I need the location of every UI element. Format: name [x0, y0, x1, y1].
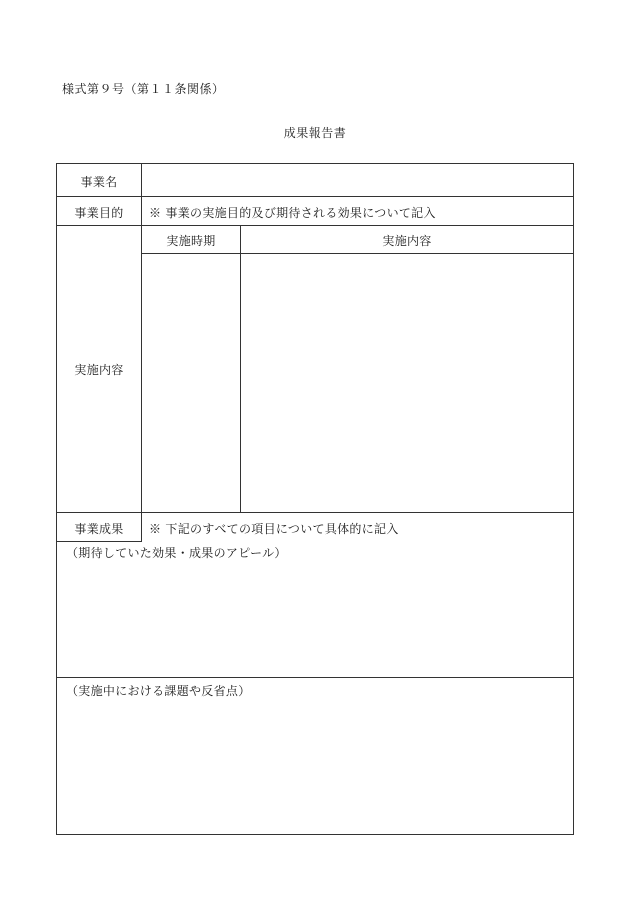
implementation-period-header: 実施時期 [166, 234, 216, 248]
row-divider-implementation-header [141, 253, 573, 254]
column-divider-label [141, 164, 142, 542]
project-purpose-note: ※ 事業の実施目的及び期待される効果について記入 [149, 206, 436, 220]
report-form-table [56, 163, 574, 835]
expected-effects-field[interactable] [66, 562, 566, 672]
implementation-period-field[interactable] [145, 258, 237, 508]
row-divider-project-name [57, 196, 573, 197]
project-purpose-label: 事業目的 [74, 206, 124, 220]
implementation-content-field[interactable] [245, 258, 569, 508]
row-divider-implementation [57, 512, 573, 513]
issues-label: （実施中における課題や反省点） [66, 684, 251, 698]
column-divider-period [240, 225, 241, 513]
row-divider-expected-effects [57, 677, 573, 678]
row-divider-purpose [57, 225, 573, 226]
document-title: 成果報告書 [283, 126, 347, 140]
expected-effects-label: （期待していた効果・成果のアピール） [66, 546, 287, 560]
issues-field[interactable] [66, 700, 566, 828]
results-note: ※ 下記のすべての項目について具体的に記入 [149, 522, 399, 536]
form-number: 様式第９号（第１１条関係） [62, 82, 225, 96]
results-label: 事業成果 [74, 522, 124, 536]
project-name-field[interactable] [149, 173, 559, 189]
implementation-label: 実施内容 [74, 363, 124, 377]
row-divider-results-label [57, 541, 141, 542]
implementation-content-header: 実施内容 [382, 234, 432, 248]
project-name-label: 事業名 [80, 175, 118, 189]
